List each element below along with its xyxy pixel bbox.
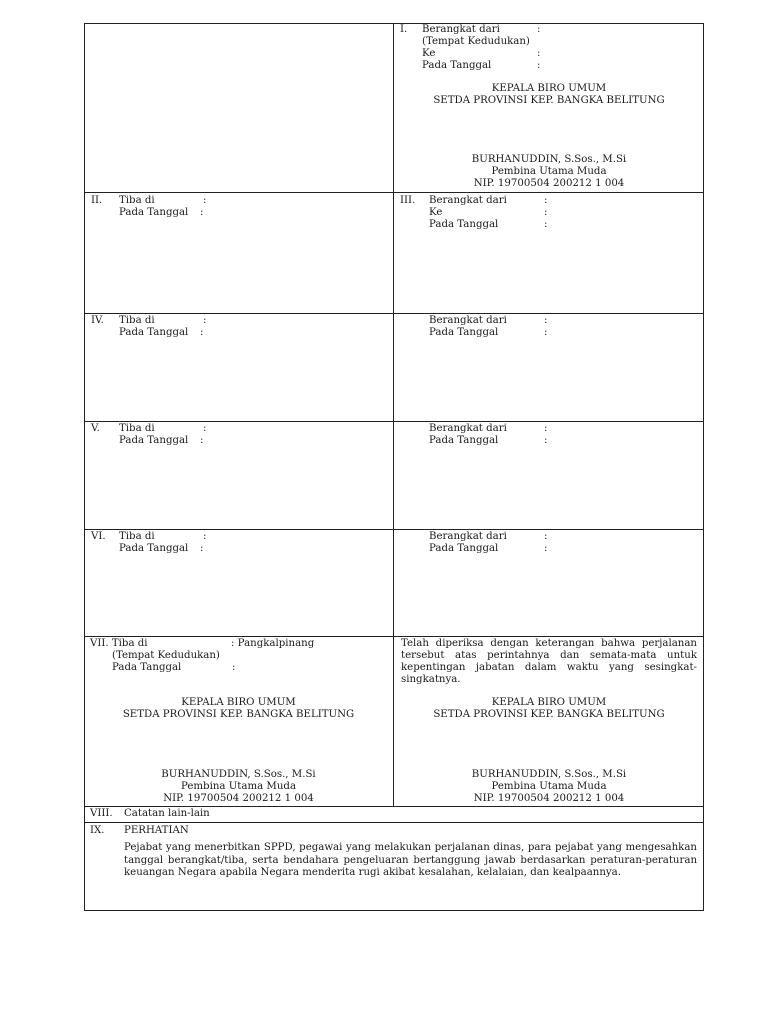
section-iii-number: III. [400,195,416,206]
official-office: SETDA PROVINSI KEP. BANGKA BELITUNG [122,709,355,720]
colon: : [203,423,207,434]
colon: : [544,435,548,446]
pada-tanggal-label: Pada Tanggal [422,60,492,71]
pada-tanggal-label: Pada Tanggal [112,662,182,673]
pada-tanggal-label: Pada Tanggal [119,327,189,338]
row-divider [84,313,704,314]
berangkat-dari-label: Berangkat dari [429,423,507,434]
tempat-kedudukan-label: (Tempat Kedudukan) [422,36,530,47]
berangkat-dari-label: Berangkat dari [429,195,507,206]
colon: : [200,327,204,338]
tiba-di-label: Tiba di [119,531,155,542]
colon: : [544,327,548,338]
row-divider [84,636,704,637]
official-nip: NIP. 19700504 200212 1 004 [473,793,625,804]
column-divider [393,23,394,806]
pada-tanggal-label: Pada Tanggal [429,435,499,446]
section-i-number: I. [400,24,408,35]
pada-tanggal-label: Pada Tanggal [429,219,499,230]
tiba-di-value: : Pangkalpinang [231,638,315,649]
berangkat-dari-label: Berangkat dari [429,531,507,542]
pada-tanggal-label: Pada Tanggal [429,327,499,338]
colon: : [203,315,207,326]
official-nip: NIP. 19700504 200212 1 004 [163,793,314,804]
colon: : [544,219,548,230]
row-divider [84,806,704,807]
colon: : [203,195,207,206]
colon: : [544,207,548,218]
verification-statement: Telah diperiksa dengan keterangan bahwa perjalanan tersebut atas perintahnya dan semata-mata untuk kepentingan jabatan dalam waktu yang sesingkat-singkatnya. [401,638,697,685]
berangkat-dari-label: Berangkat dari [422,24,500,35]
perhatian-heading: PERHATIAN [124,825,189,836]
colon: : [537,60,541,71]
section-v-number: V. [91,423,100,434]
official-rank: Pembina Utama Muda [491,166,607,177]
tiba-di-label: Tiba di [119,195,155,206]
pada-tanggal-label: Pada Tanggal [429,543,499,554]
colon: : [544,543,548,554]
section-ii-number: II. [91,195,103,206]
tiba-di-label: VII. Tiba di [90,638,148,649]
official-name: BURHANUDDIN, S.Sos., M.Si [161,769,316,780]
colon: : [537,24,541,35]
colon: : [544,195,548,206]
colon: : [537,48,541,59]
tiba-di-label: Tiba di [119,423,155,434]
catatan-label: Catatan lain-lain [124,808,210,819]
tempat-kedudukan-label: (Tempat Kedudukan) [112,650,220,661]
ke-label: Ke [429,207,443,218]
pada-tanggal-label: Pada Tanggal [119,543,189,554]
official-title: KEPALA BIRO UMUM [491,697,607,708]
official-title: KEPALA BIRO UMUM [491,83,607,94]
colon: : [544,423,548,434]
tiba-di-label: Tiba di [119,315,155,326]
official-office: SETDA PROVINSI KEP. BANGKA BELITUNG [433,95,665,106]
official-office: SETDA PROVINSI KEP. BANGKA BELITUNG [433,709,665,720]
row-divider [84,421,704,422]
official-name: BURHANUDDIN, S.Sos., M.Si [471,154,627,165]
colon: : [200,435,204,446]
pada-tanggal-label: Pada Tanggal [119,435,189,446]
section-iv-number: IV. [91,315,104,326]
colon: : [200,207,204,218]
colon: : [200,543,204,554]
official-rank: Pembina Utama Muda [491,781,607,792]
perhatian-text: Pejabat yang menerbitkan SPPD, pegawai yang melakukan perjalanan dinas, para pejabat yang mengesahkan tanggal berangkat/tiba, serta bendahara pengeluaran bertanggung jawab berdasarkan peraturan-peraturan keuangan Negara apabila Negara menderita rugi akibat kesalahan, kelalaian, dan kealpaannya. [124,842,697,878]
ke-label: Ke [422,48,436,59]
section-ix-number: IX. [90,825,105,836]
pada-tanggal-label: Pada Tanggal [119,207,189,218]
section-vi-number: VI. [91,531,106,542]
colon: : [544,531,548,542]
official-rank: Pembina Utama Muda [180,781,297,792]
official-nip: NIP. 19700504 200212 1 004 [473,178,625,189]
row-divider [84,529,704,530]
row-divider [84,192,704,193]
colon: : [203,531,207,542]
row-divider [84,822,704,823]
section-viii-number: VIII. [90,808,113,819]
official-name: BURHANUDDIN, S.Sos., M.Si [471,769,627,780]
official-title: KEPALA BIRO UMUM [181,697,296,708]
berangkat-dari-label: Berangkat dari [429,315,507,326]
colon: : [232,662,236,673]
colon: : [544,315,548,326]
